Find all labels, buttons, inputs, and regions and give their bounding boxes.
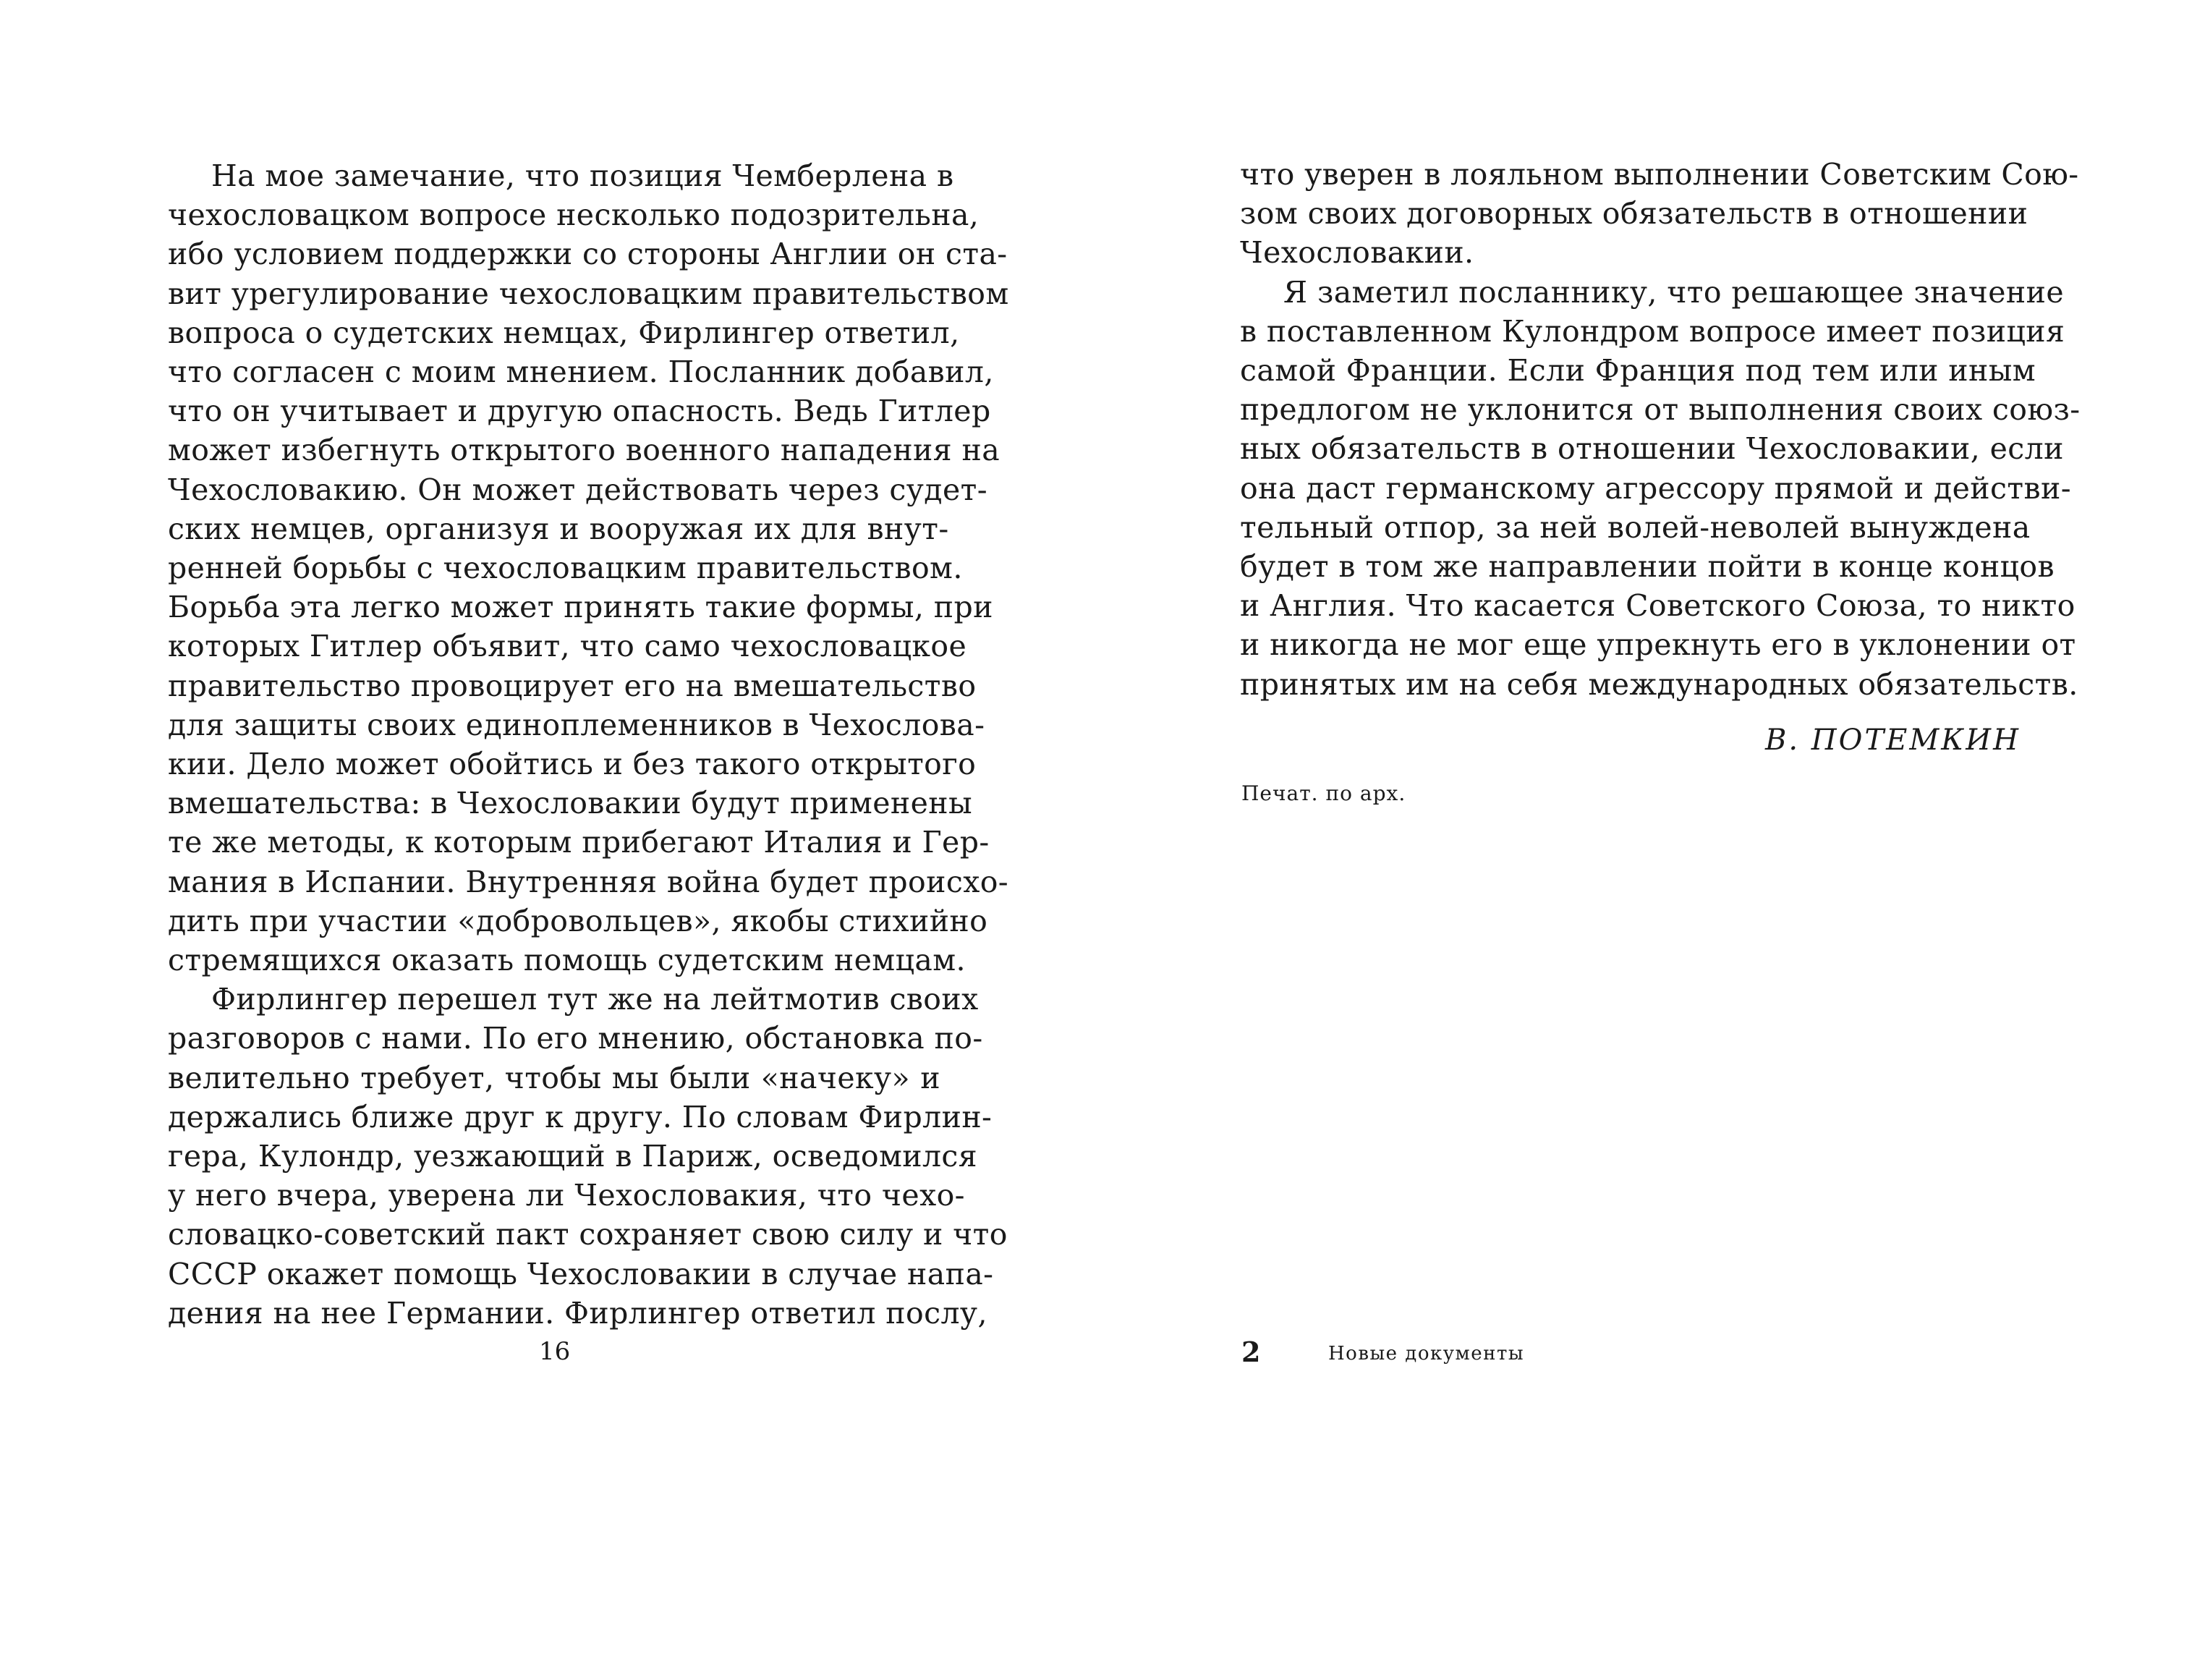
text-line: На мое замечание, что позиция Чемберлена в <box>211 158 954 193</box>
text-line: самой Франции. Если Франция под тем или иным <box>1240 353 2036 388</box>
text-line: принятых им на себя международных обязательств. <box>1240 667 2078 702</box>
text-line: у него вчера, уверена ли Чехословакия, что чехо- <box>168 1178 965 1213</box>
text-line: и никогда не мог еще упрекнуть его в уклонении от <box>1240 627 2076 662</box>
text-line: держались ближе друг к другу. По словам Фирлин- <box>168 1100 993 1134</box>
text-line: может избегнуть открытого военного нападения на <box>168 433 1000 467</box>
text-line: те же методы, к которым прибегают Италия и Гер- <box>168 825 990 860</box>
text-line: Я заметил посланнику, что решающее значение <box>1283 275 2065 310</box>
text-line: будет в том же направлении пойти в конце концов <box>1240 549 2055 584</box>
text-line: Фирлингер перешел тут же на лейтмотив своих <box>211 982 979 1017</box>
text-line: правительство провоцирует его на вмешательство <box>168 669 977 703</box>
text-line: Чехословакии. <box>1240 235 1474 270</box>
text-line: что уверен в лояльном выполнении Советским Сою- <box>1240 157 2079 192</box>
page-number: 16 <box>539 1337 571 1366</box>
text-line: тельный отпор, за ней волей-неволей вынуждена <box>1240 510 2031 545</box>
text-line: разговоров с нами. По его мнению, обстановка по- <box>168 1021 983 1056</box>
text-line: Борьба эта легко может принять такие формы, при <box>168 590 993 624</box>
text-line: она даст германскому агрессору прямой и действи- <box>1240 471 2071 506</box>
text-line: СССР окажет помощь Чехословакии в случае напа- <box>168 1257 994 1291</box>
text-line: что он учитывает и другую опасность. Ведь Гитлер <box>168 394 991 428</box>
printer-signature-mark: 2 <box>1241 1336 1261 1368</box>
text-line: кии. Дело может обойтись и без такого открытого <box>168 747 977 781</box>
printer-signature-title: Новые документы <box>1328 1343 1525 1365</box>
text-line: вопроса о судетских немцах, Фирлингер ответил, <box>168 315 960 350</box>
text-line: зом своих договорных обязательств в отношении <box>1240 196 2028 231</box>
right-page <box>1102 0 2205 1680</box>
text-line: чехословацком вопросе несколько подозрительна, <box>168 198 980 232</box>
text-line: велительно требует, чтобы мы были «начеку» и <box>168 1061 940 1095</box>
text-line: гера, Кулондр, уезжающий в Париж, осведомился <box>168 1139 978 1174</box>
text-line: мания в Испании. Внутренняя война будет происхо- <box>168 865 1009 899</box>
text-line: что согласен с моим мнением. Посланник добавил, <box>168 355 994 389</box>
text-line: и Англия. Что касается Советского Союза, то никто <box>1240 588 2076 623</box>
text-line: вит урегулирование чехословацким правительством <box>168 276 1009 311</box>
text-line: вмешательства: в Чехословакии будут применены <box>168 786 973 820</box>
text-line: предлогом не уклонится от выполнения своих союз- <box>1240 392 2081 427</box>
text-line: ских немцев, организуя и вооружая их для внут- <box>168 512 949 546</box>
text-line: для защиты своих единоплеменников в Чехослова- <box>168 708 985 742</box>
text-line: в поставленном Кулондром вопросе имеет позиция <box>1240 314 2065 349</box>
source-note: Печат. по арх. <box>1241 781 1406 805</box>
text-line: ных обязательств в отношении Чехословакии, если <box>1240 431 2064 466</box>
text-line: Чехословакию. Он может действовать через судет- <box>168 472 987 507</box>
text-line: словацко-советский пакт сохраняет свою силу и что <box>168 1217 1008 1252</box>
text-line: стремящихся оказать помощь судетским немцам. <box>168 943 966 977</box>
text-line: которых Гитлер объявит, что само чехословацкое <box>168 629 967 663</box>
text-line: дить при участии «добровольцев», якобы стихийно <box>168 904 988 938</box>
text-line: дения на нее Германии. Фирлингер ответил послу, <box>168 1296 987 1331</box>
signature: В. ПОТЕМКИН <box>1764 724 2021 757</box>
text-line: ибо условием поддержки со стороны Англии он ста- <box>168 237 1008 271</box>
text-line: ренней борьбы с чехословацким правительством. <box>168 551 963 585</box>
left-page <box>0 0 1102 1680</box>
